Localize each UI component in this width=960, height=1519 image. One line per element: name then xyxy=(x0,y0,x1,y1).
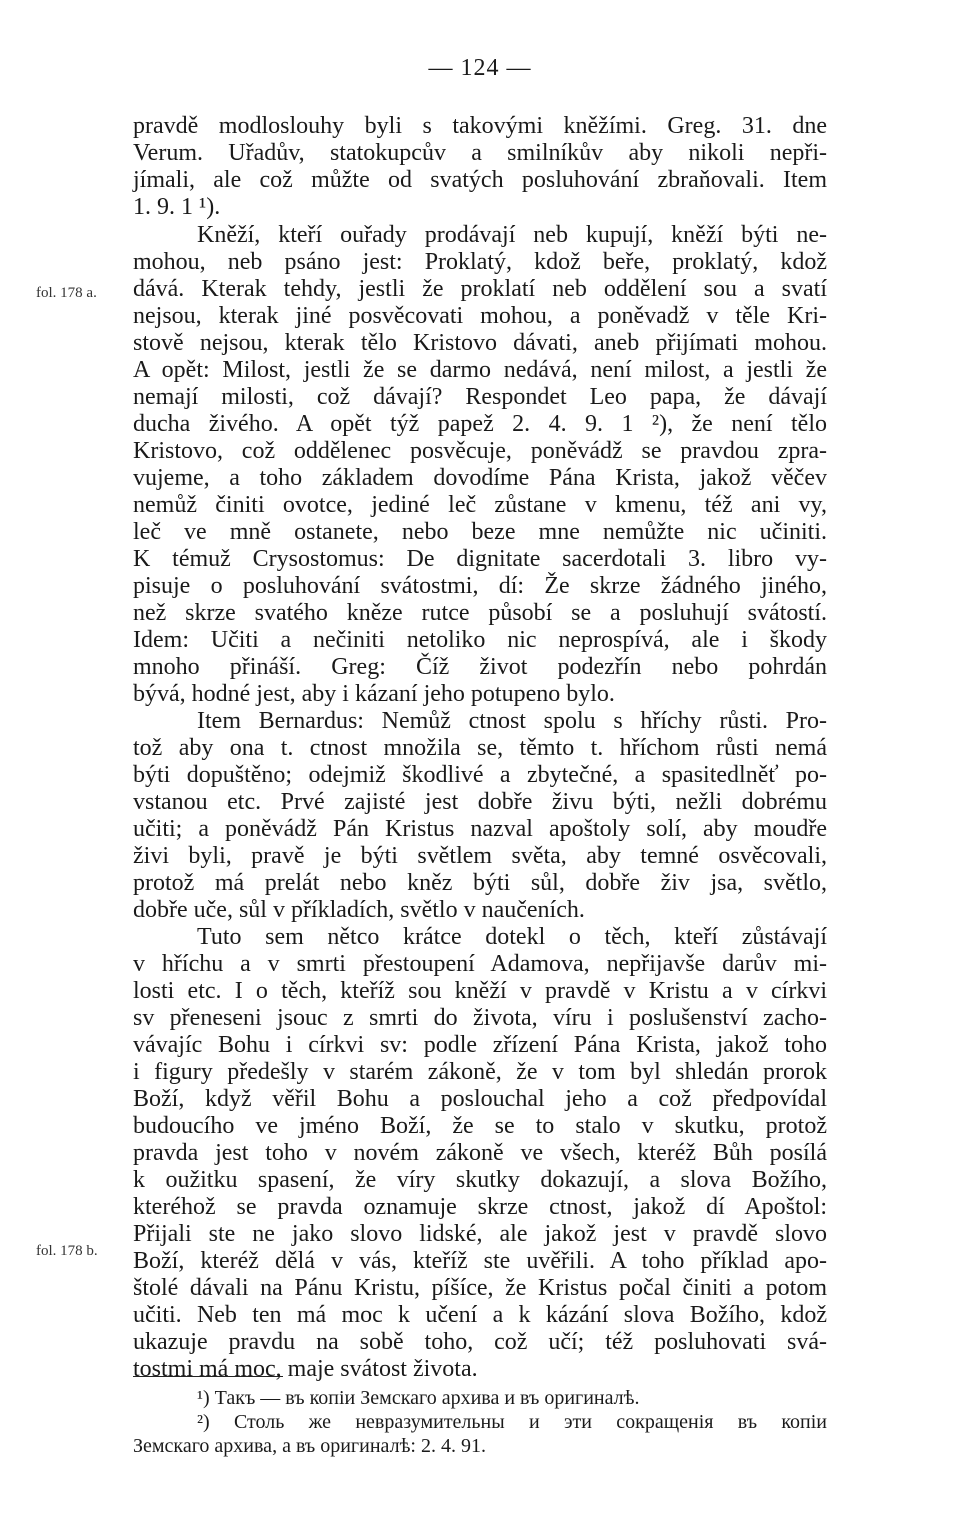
text-line: tož aby ona t. ctnost množila se, těmto t. hříchom růsti nemá xyxy=(133,735,827,761)
text-line: vstanou etc. Prvé zajisté jest dobře živu býti, nežli dobrému xyxy=(133,789,827,815)
text-line: Item Bernardus: Nemůž ctnost spolu s hříchy růsti. Pro- xyxy=(197,708,827,734)
text-line: Kristovo, což oddělenec posvěcuje, poněvádž se pravdou zpra- xyxy=(133,438,827,464)
text-line: Boží, když věřil Bohu a poslouchal jeho a což předpovídal xyxy=(133,1086,827,1112)
text-line: vávajíc Bohu i církvi sv: podle zřízení Pána Krista, jakož toho xyxy=(133,1032,827,1058)
text-line: leč ve mně ostanete, nebo beze mne nemůžte nic učiniti. xyxy=(133,519,827,545)
text-line: 1. 9. 1 ¹). xyxy=(133,194,221,220)
text-line: A opět: Milost, jestli že se darmo nedává, není milost, a jestli že xyxy=(133,357,827,383)
text-line: vujeme, a toho základem dovodíme Pána Krista, jakož věčev xyxy=(133,465,827,491)
text-line: Kněží, kteří ouřady prodávají neb kupují, kněží býti ne- xyxy=(197,222,827,248)
text-line: pisuje o posluhování svátostmi, dí: Že skrze žádného jiného, xyxy=(133,573,827,599)
text-line: pravdě modloslouhy byli s takovými kněžími. Greg. 31. dne xyxy=(133,113,827,139)
margin-note: fol. 178 b. xyxy=(36,1243,98,1259)
text-line: pravda jest toho v novém zákoně ve všech, kteréž Bůh posílá xyxy=(133,1140,827,1166)
text-line: k oužitku spasení, že víry skutky dokazují, a slova Božího, xyxy=(133,1167,827,1193)
text-line: dobře uče, sůl v příkladích, světlo v naučeních. xyxy=(133,897,585,923)
text-line: učiti. Neb ten má moc k učení a k kázání slova Božího, kdož xyxy=(133,1302,827,1328)
text-line: losti etc. I o těch, kteříž sou kněží v pravdě v Kristu a v církvi xyxy=(133,978,827,1004)
text-line: Tuto sem nětco krátce dotekl o těch, kteří zůstávají xyxy=(197,924,827,950)
text-line: v hříchu a v smrti přestoupení Adamova, nepřijavše darův mi- xyxy=(133,951,827,977)
text-line: učiti; a poněvádž Pán Kristus nazval apoštoly solí, aby moudře xyxy=(133,816,827,842)
text-line: K témuž Crysostomus: De dignitate sacerdotali 3. libro vy- xyxy=(133,546,827,572)
text-line: býti dopuštěno; odejmiž škodlivé a zbytečné, a spasitedlněť po- xyxy=(133,762,827,788)
text-line: nejsou, kterak jiné posvěcovati mohou, a poněvadž v těle Kri- xyxy=(133,303,827,329)
text-line: mnoho přináší. Greg: Číž život podezřín nebo pohrdán xyxy=(133,654,827,680)
margin-note: fol. 178 a. xyxy=(36,285,97,301)
text-line: kteréhož se pravda oznamuje skrze ctnost, jakož dí Apoštol: xyxy=(133,1194,827,1220)
page-number: — 124 — xyxy=(428,55,532,81)
footnote-line: Земскаго архива, а въ оригиналѣ: 2. 4. 91. xyxy=(133,1435,486,1457)
text-line: Verum. Uřadův, statokupcův a smilníkův aby nikoli nepři- xyxy=(133,140,827,166)
text-line: štolé dávali na Pánu Kristu, píšíce, že Kristus počal činiti a potom xyxy=(133,1275,827,1301)
footnote-rule xyxy=(133,1376,283,1377)
text-line: Idem: Učiti a nečiniti netoliko nic neprospívá, ale i škody xyxy=(133,627,827,653)
text-line: jímali, ale což můžte od svatých posluhování zbraňovali. Item xyxy=(133,167,827,193)
footnote-line: ²) Столь же невразумительны и эти сокращенія въ копіи xyxy=(197,1411,827,1433)
text-line: ducha živého. A opět týž papež 2. 4. 9. 1 ²), že není tělo xyxy=(133,411,827,437)
text-line: než skrze svatého kněze rutce působí se a posluhují svátostí. xyxy=(133,600,827,626)
text-line: nemůž činiti ovotce, jediné leč zůstane v kmenu, též ani vy, xyxy=(133,492,827,518)
text-line: dává. Kterak tehdy, jestli že proklatí neb oddělení sou a svatí xyxy=(133,276,827,302)
text-line: mohou, neb psáno jest: Proklatý, kdož beře, proklatý, kdož xyxy=(133,249,827,275)
text-line: stově nejsou, kterak tělo Kristovo dávati, aneb přijímati mohou. xyxy=(133,330,827,356)
text-line: i figury předešly v starém zákoně, že v tom byl shledán prorok xyxy=(133,1059,827,1085)
text-line: protož má prelát nebo kněz býti sůl, dobře živ jsa, světlo, xyxy=(133,870,827,896)
text-line: tostmi má moc, maje svátost života. xyxy=(133,1356,478,1382)
text-line: sv přeneseni jsouc z smrti do života, víru i poslušenství zacho- xyxy=(133,1005,827,1031)
text-line: živi byli, pravě je býti světlem světa, aby temné osvěcovali, xyxy=(133,843,827,869)
text-line: nemají milosti, což dávají? Respondet Leo papa, že dávají xyxy=(133,384,827,410)
footnote-line: ¹) Такъ — въ копіи Земскаго архива и въ оригиналѣ. xyxy=(197,1387,640,1409)
text-line: ukazuje pravdu na sobě toho, což učí; též posluhovati svá- xyxy=(133,1329,827,1355)
text-line: bývá, hodné jest, aby i kázaní jeho potupeno bylo. xyxy=(133,681,615,707)
text-line: Přijali ste ne jako slovo lidské, ale jakož jest v pravdě slovo xyxy=(133,1221,827,1247)
text-line: budoucího ve jméno Boží, že se to stalo v skutku, protož xyxy=(133,1113,827,1139)
text-line: Boží, kteréž dělá v vás, kteříž ste uvěřili. A toho příklad apo- xyxy=(133,1248,827,1274)
